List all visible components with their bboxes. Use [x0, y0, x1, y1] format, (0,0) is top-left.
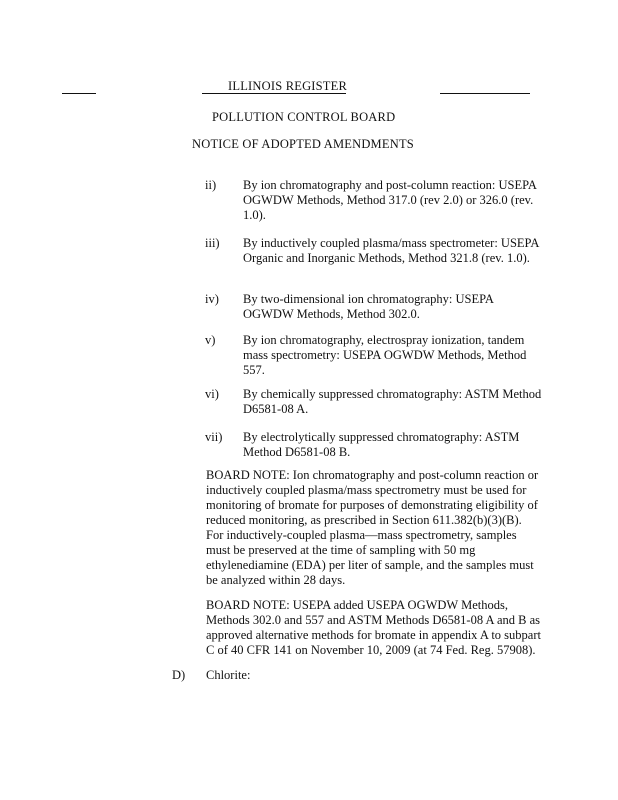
item-number: ii) [205, 178, 217, 192]
item-text: By ion chromatography, electrospray ionization, tandem mass spectrometry: USEPA OGWDW Methods, Method 557. [243, 333, 527, 377]
item-text: By electrolytically suppressed chromatography: ASTM Method D6581-08 B. [243, 430, 520, 459]
header-rule-right [440, 93, 530, 94]
item-number: iii) [205, 236, 220, 250]
section-number: D) [172, 668, 186, 682]
header-rule-left [62, 93, 96, 94]
item-text: By inductively coupled plasma/mass spectrometer: USEPA Organic and Inorganic Methods, Method 321.8 (rev. 1.0). [243, 236, 539, 265]
register-title: ILLINOIS REGISTER [228, 79, 348, 93]
section-label: Chlorite: [206, 668, 251, 682]
item-text: By ion chromatography and post-column reaction: USEPA OGWDW Methods, Method 317.0 (rev 2.0) or 326.0 (rev. 1.0). [243, 178, 537, 222]
item-text: By chemically suppressed chromatography: ASTM Method D6581-08 A. [243, 387, 542, 416]
board-title: POLLUTION CONTROL BOARD [212, 110, 396, 124]
item-text: By two-dimensional ion chromatography: USEPA OGWDW Methods, Method 302.0. [243, 292, 494, 321]
item-number: v) [205, 333, 216, 347]
item-number: vii) [205, 430, 223, 444]
item-number: vi) [205, 387, 219, 401]
item-number: iv) [205, 292, 219, 306]
board-note: BOARD NOTE: Ion chromatography and post-column reaction or inductively coupled plasma/mass spectrometry must be used for monitoring of bromate for purposes of demonstrating eligibility of reduced monitoring, as prescribed in Section 611.382(b)(3)(B). For inductively-coupled plasma—mass spectrometry, samples must be preserved at the time of sampling with 50 mg ethylenediamine (EDA) per liter of sample, and the samples must be analyzed within 28 days. [206, 468, 539, 587]
board-note: BOARD NOTE: USEPA added USEPA OGWDW Methods, Methods 302.0 and 557 and ASTM Methods D6581-08 A and B as approved alternative methods for bromate in appendix A to subpart C of 40 CFR 141 on November 10, 2009 (at 74 Fed. Reg. 57908). [206, 598, 541, 657]
notice-title: NOTICE OF ADOPTED AMENDMENTS [192, 137, 414, 151]
